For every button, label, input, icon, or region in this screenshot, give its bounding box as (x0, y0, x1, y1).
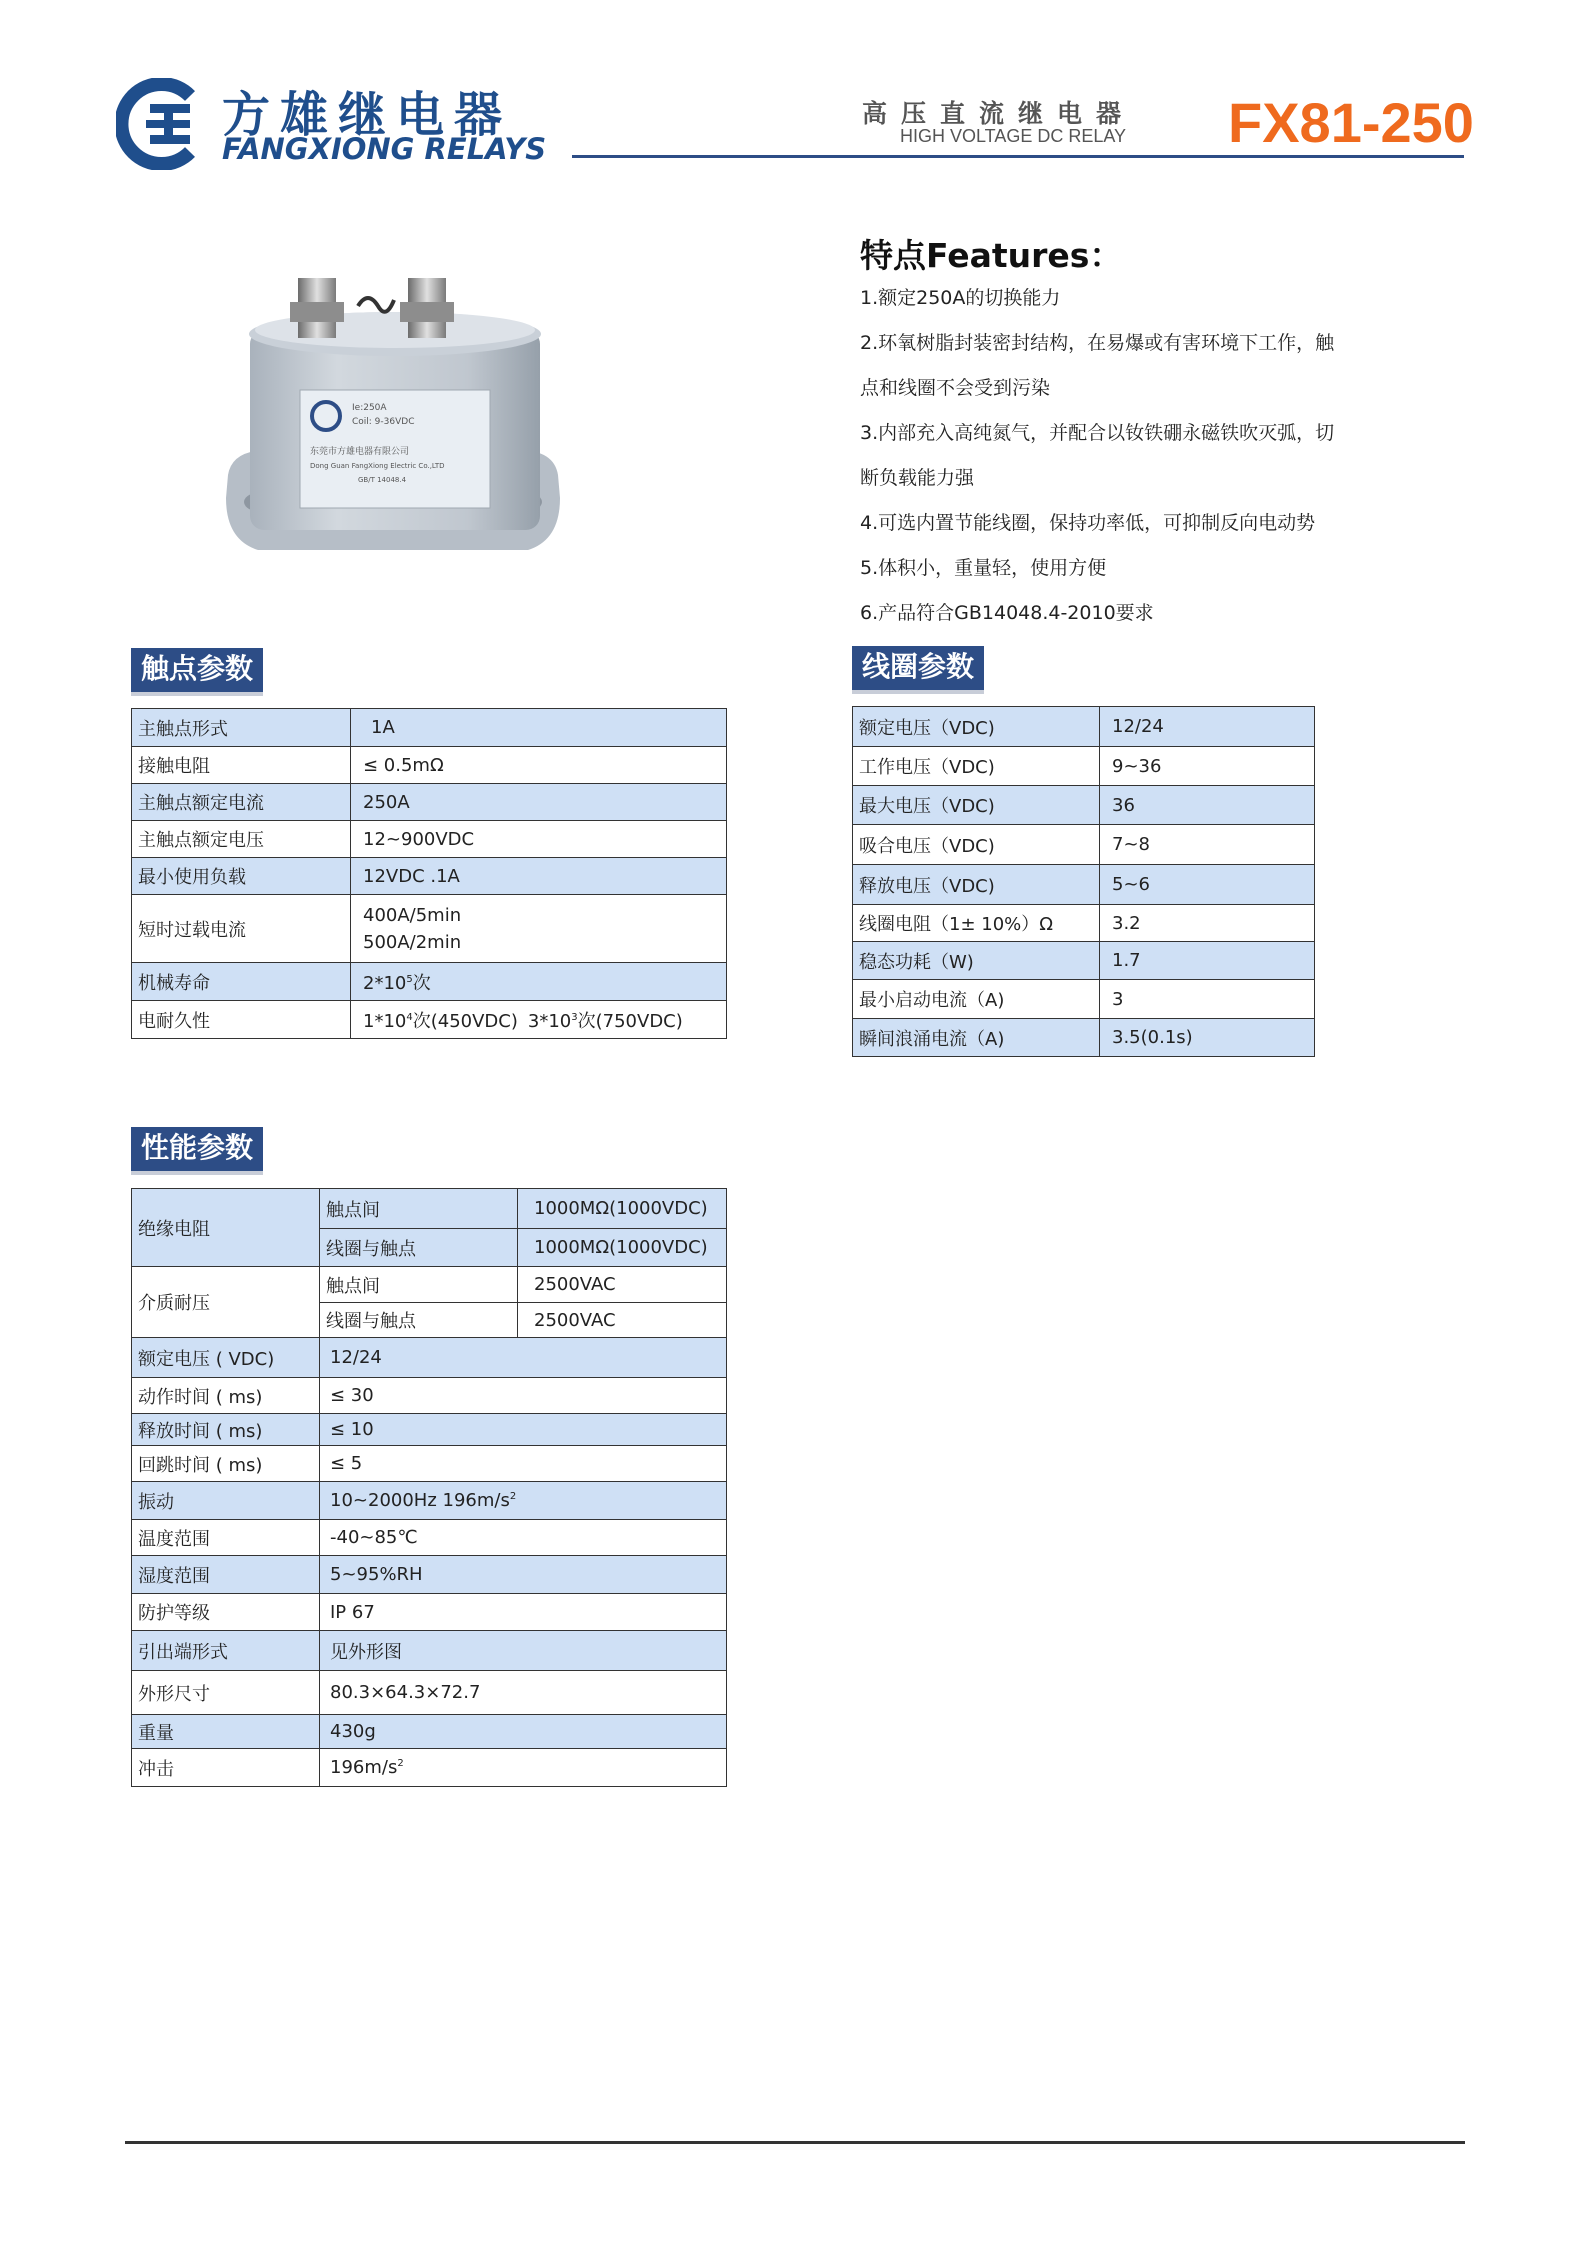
param-value: 430g (320, 1715, 727, 1749)
table-row (132, 784, 727, 821)
value-tail: 次 (412, 972, 431, 994)
value-exponent: 4 (406, 1011, 413, 1023)
param-label: 防护等级 (132, 1594, 320, 1631)
param-value: 12/24 (1100, 707, 1315, 747)
table-row (132, 1414, 727, 1446)
param-value: ≤ 0.5mΩ (351, 747, 727, 784)
product-category-en: HIGH VOLTAGE DC RELAY (900, 126, 1127, 146)
param-sublabel: 触点间 (320, 1189, 518, 1229)
param-value: 3.2 (1100, 905, 1315, 942)
table-row (853, 865, 1315, 905)
photo-label-coil: Coil: 9-36VDC (352, 417, 415, 427)
table-row (132, 1556, 727, 1594)
param-value: 12VDC .1A (351, 858, 727, 895)
value-tail: 次(750VDC) (577, 1010, 683, 1032)
param-value: 2500VAC (518, 1267, 727, 1303)
value-base: 2*10 (363, 972, 407, 994)
features-list (860, 276, 1420, 636)
param-label: 外形尺寸 (132, 1671, 320, 1715)
table-row (132, 1267, 727, 1303)
table-row (132, 1446, 727, 1482)
value-tail: 次(450VDC) (412, 1010, 518, 1032)
brand-name-en: FANGXIONG RELAYS (222, 132, 547, 166)
param-label: 介质耐压 (132, 1267, 320, 1338)
table-row (132, 1338, 727, 1378)
param-value (351, 895, 727, 963)
param-label: 绝缘电阻 (132, 1189, 320, 1267)
param-value: 1A (351, 709, 727, 747)
table-row (853, 942, 1315, 980)
table-row (132, 1715, 727, 1749)
param-label: 额定电压 ( VDC) (132, 1338, 320, 1378)
param-label: 短时过载电流 (132, 895, 351, 963)
param-label: 振动 (132, 1482, 320, 1520)
header-divider (572, 155, 1464, 158)
performance-params-table (131, 1188, 727, 1787)
table-row (853, 1019, 1315, 1057)
param-value (320, 1482, 727, 1520)
table-row (853, 786, 1315, 825)
contact-params-heading: 触点参数 (131, 648, 263, 696)
table-row (132, 1189, 727, 1229)
param-label: 瞬间浪涌电流（A) (853, 1019, 1100, 1057)
param-label: 重量 (132, 1715, 320, 1749)
param-sublabel: 线圈与触点 (320, 1303, 518, 1338)
param-label: 释放时间 ( ms) (132, 1414, 320, 1446)
param-value: ≤ 30 (320, 1378, 727, 1414)
param-label: 最小使用负载 (132, 858, 351, 895)
param-label: 引出端形式 (132, 1631, 320, 1671)
model-number: FX81-250 (1228, 91, 1474, 154)
param-value: 3 (1100, 980, 1315, 1019)
table-row (132, 1378, 727, 1414)
param-value: IP 67 (320, 1594, 727, 1631)
table-row (853, 707, 1315, 747)
photo-label-rating: Ie:250A (352, 403, 387, 413)
param-value: ≤ 5 (320, 1446, 727, 1482)
table-row (853, 825, 1315, 865)
value-text: 196m/s (330, 1757, 398, 1778)
photo-label-standard: GB/T 14048.4 (358, 476, 407, 484)
param-label: 回跳时间 ( ms) (132, 1446, 320, 1482)
table-row (132, 1671, 727, 1715)
param-label: 主触点额定电流 (132, 784, 351, 821)
table-row (132, 895, 727, 963)
table-row (132, 821, 727, 858)
value-base: 3*10 (527, 1010, 572, 1032)
table-row (132, 1594, 727, 1631)
param-label: 最小启动电流（A) (853, 980, 1100, 1019)
photo-label-company-en: Dong Guan FangXiong Electric Co.,LTD (310, 462, 445, 470)
table-row (132, 747, 727, 784)
param-sublabel: 触点间 (320, 1267, 518, 1303)
param-value: 3.5(0.1s) (1100, 1019, 1315, 1057)
value-text: 10~2000Hz 196m/s (330, 1490, 510, 1511)
feature-item: 4.可选内置节能线圈，保持功率低，可抑制反向电动势 (860, 512, 1316, 534)
param-value: 1.7 (1100, 942, 1315, 980)
table-row (132, 1520, 727, 1556)
product-category-cn: 高压直流继电器 (862, 99, 1136, 128)
footer-divider (125, 2141, 1465, 2144)
param-label: 湿度范围 (132, 1556, 320, 1594)
param-label: 额定电压（VDC) (853, 707, 1100, 747)
value-exponent: 2 (509, 1491, 517, 1502)
contact-params-table (131, 708, 727, 1039)
param-sublabel: 线圈与触点 (320, 1229, 518, 1267)
param-value: ≤ 10 (320, 1414, 727, 1446)
param-label: 主触点形式 (132, 709, 351, 747)
param-value: -40~85℃ (320, 1520, 727, 1556)
param-value: 12/24 (320, 1338, 727, 1378)
param-label: 机械寿命 (132, 963, 351, 1001)
value-exponent: 3 (571, 1011, 578, 1023)
value-exponent: 5 (406, 973, 413, 985)
param-label: 动作时间 ( ms) (132, 1378, 320, 1414)
param-value: 250A (351, 784, 727, 821)
table-row (853, 980, 1315, 1019)
param-value: 2500VAC (518, 1303, 727, 1338)
param-value: 1000MΩ(1000VDC) (518, 1189, 727, 1229)
value-exponent: 2 (397, 1758, 404, 1769)
param-label: 温度范围 (132, 1520, 320, 1556)
param-value (351, 1001, 727, 1039)
brand-logo (116, 78, 208, 170)
param-label: 吸合电压（VDC) (853, 825, 1100, 865)
feature-item: 5.体积小，重量轻，使用方便 (860, 557, 1107, 579)
table-row (853, 747, 1315, 786)
feature-item: 2.环氧树脂封装密封结构，在易爆或有害环境下工作，触 (860, 332, 1335, 354)
param-label: 释放电压（VDC) (853, 865, 1100, 905)
table-row (132, 1482, 727, 1520)
feature-item: 3.内部充入高纯氮气，并配合以钕铁硼永磁铁吹灭弧，切 (860, 422, 1335, 444)
param-value: 36 (1100, 786, 1315, 825)
feature-item: 6.产品符合GB14048.4-2010要求 (860, 602, 1154, 624)
param-value-line: 500A/2min (363, 931, 462, 953)
param-label: 线圈电阻（1± 10%）Ω (853, 905, 1100, 942)
feature-item: 断负载能力强 (860, 467, 975, 489)
param-label: 稳态功耗（W) (853, 942, 1100, 980)
param-value: 1000MΩ(1000VDC) (518, 1229, 727, 1267)
feature-item: 点和线圈不会受到污染 (860, 377, 1051, 399)
param-value (351, 963, 727, 1001)
param-value: 5~95%RH (320, 1556, 727, 1594)
param-value: 80.3×64.3×72.7 (320, 1671, 727, 1715)
param-value-line: 400A/5min (363, 904, 462, 926)
product-photo (208, 250, 576, 590)
table-row (132, 1749, 727, 1787)
table-row (132, 963, 727, 1001)
table-row (132, 709, 727, 747)
features-title: 特点Features： (860, 236, 1123, 275)
performance-params-heading: 性能参数 (131, 1127, 263, 1175)
table-row (132, 858, 727, 895)
param-label: 冲击 (132, 1749, 320, 1787)
param-label: 电耐久性 (132, 1001, 351, 1039)
param-value: 5~6 (1100, 865, 1315, 905)
coil-params-table (852, 706, 1315, 1057)
param-value: 见外形图 (320, 1631, 727, 1671)
param-label: 主触点额定电压 (132, 821, 351, 858)
feature-item: 1.额定250A的切换能力 (860, 287, 1061, 309)
photo-label-company-cn: 东莞市方雄电器有限公司 (310, 447, 410, 457)
coil-params-heading: 线圈参数 (852, 646, 984, 694)
table-row (132, 1631, 727, 1671)
value-base: 1*10 (363, 1010, 407, 1032)
param-value (320, 1749, 727, 1787)
param-value: 9~36 (1100, 747, 1315, 786)
param-label: 工作电压（VDC) (853, 747, 1100, 786)
param-value: 7~8 (1100, 825, 1315, 865)
param-value: 12~900VDC (351, 821, 727, 858)
table-row (132, 1001, 727, 1039)
table-row (853, 905, 1315, 942)
param-label: 最大电压（VDC) (853, 786, 1100, 825)
brand-name-cn: 方雄继电器 (222, 87, 513, 143)
param-label: 接触电阻 (132, 747, 351, 784)
